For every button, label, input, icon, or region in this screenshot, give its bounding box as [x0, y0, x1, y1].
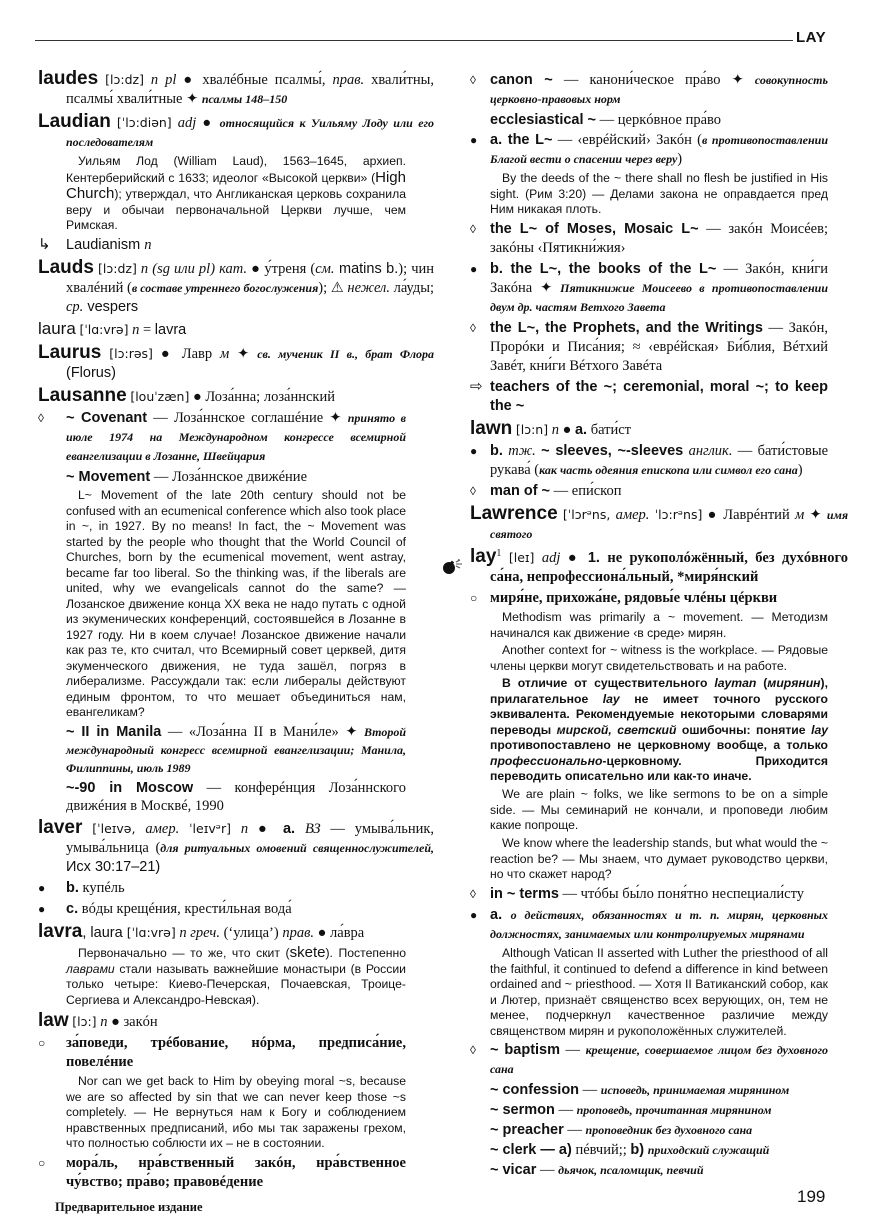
entry-sense: [490, 885, 828, 904]
phrase: teachers of the ~; ceremonial, moral ~; to keep the ~: [490, 379, 828, 414]
gloss: для ритуальных омовений священнослужителей,: [160, 841, 434, 855]
headword: Lawrence: [470, 503, 558, 524]
dictionary-entry: [38, 817, 434, 877]
entry-sense: [490, 111, 828, 129]
headword: lawn: [470, 418, 513, 439]
bullet-icon: ●: [38, 902, 46, 916]
usage-note-text: не имеет точного русского эквивалента. Рекомендуемые некоторыми словарями переводы: [490, 691, 828, 737]
phrase: b. the L~, the books of the L~: [490, 261, 717, 277]
dictionary-entry: [470, 546, 848, 587]
page-number: 199: [797, 1187, 826, 1206]
translation: ● Лоза́нна; лоза́ннский: [189, 389, 336, 405]
dictionary-entry: [470, 418, 848, 440]
emphasis-text: лаврами: [66, 961, 115, 976]
grammar-label: прав.: [332, 72, 365, 88]
diamond-icon: ◊: [470, 1043, 476, 1057]
example-text: L~ Movement of the late 20th century should not be confused with an ecumenical conference which also took place in ~, in 1927. By no means! In fact, the ~ Movement was started by the people who thought that the World Council of Churches, born by the ecumenical movement, went astray, became far too liberal. So the thinking was, if the liberals are united, why we evangelicals cannot do the same? — Лозанское движение конца XX века не надо путать с одной из экуменических конференций, состоявшейся в Лозанне в 1927 году. Ни в коем случае! Лозанское движение начали как раз те, кто считал, что Всемирный совет церквей, дитя экуменческого движения, не туда зашёл, погряз в либерализме. Рассуждали так: если либералы действуют единым фронтом, то что мешает объединиться нам, евангеликам?: [66, 488, 406, 719]
translation: — Закóн, Прорóки и Писа́ния; ≈ ‹еврéйская› Би́блия, Вéтхий Завéт, кни́ги Вéтхого Завéта: [490, 320, 828, 374]
gloss: св. мученик II в., брат Флора: [257, 347, 435, 361]
phrase: b.: [66, 880, 79, 896]
translation: ●: [558, 422, 575, 438]
usage-note-text: ), прилагательное: [490, 676, 828, 706]
circle-bullet-icon: ○: [38, 1036, 46, 1050]
dictionary-entry: [38, 257, 434, 317]
translation: —: [579, 1082, 601, 1098]
example-text: By the deeds of the ~ there shall no flesh be justified in His sight. (Рим 3:20) — Делами закона не оправдается пред Ним никакая плоть.: [490, 171, 828, 216]
transcription: [ˈlɔrᵊns,: [562, 507, 611, 522]
emphasis-text: lay: [811, 722, 829, 737]
transcription: [leɪ]: [508, 550, 535, 565]
phrase: a. the L~: [490, 132, 553, 148]
entry-sense: [490, 442, 828, 480]
phrase: ~ baptism: [490, 1042, 561, 1058]
circle-bullet-icon: ○: [38, 1156, 46, 1170]
entry-sense: [490, 1041, 828, 1079]
translation: вóды крещéния, крести́льная вода́: [78, 901, 292, 917]
grammar-label: adj: [541, 550, 561, 566]
term: skete: [289, 944, 326, 961]
bullet-icon: ●: [38, 881, 46, 895]
translation: ●: [560, 550, 588, 566]
phrase: canon ~: [490, 72, 553, 88]
gloss: Второй международный конгресс всемирной евангелизации; Манила, Филиппины, июль 1989: [66, 725, 407, 775]
translation: [179, 821, 189, 837]
usage-note-text: В отличие от существительного: [502, 676, 715, 690]
bullet-icon: ●: [470, 262, 478, 276]
gloss: проповедник без духовного сана: [585, 1123, 753, 1137]
translation: [501, 550, 508, 566]
crossref-word: Laudianism: [66, 237, 145, 253]
phrase: a.: [282, 821, 296, 837]
translation: ● ла́вра: [314, 925, 365, 941]
translation: [534, 550, 541, 566]
phrase: in ~ terms: [490, 886, 559, 902]
translation: [295, 821, 305, 837]
transcription: [ˈlɑ:vrə]: [126, 925, 176, 940]
entry-sense: [66, 1034, 406, 1072]
grammar-label: n pl: [150, 72, 177, 88]
gloss: исповедь, принимаемая мирянином: [600, 1083, 790, 1097]
edition-label: Предварительное издание: [55, 1200, 203, 1214]
crossref-arrow-icon: ↳: [38, 237, 51, 253]
headword: Laudian: [38, 111, 111, 132]
example-text: ); утверждал, что Англиканская церковь сохранила веру и обычаи первоначальной Церкви лучше, чем Римская.: [66, 187, 406, 232]
sense: миря́не, прихожа́не, рядовы́е члéны цéркви: [490, 590, 778, 606]
usage-example: [490, 676, 828, 785]
example-text: Methodism was primarily a ~ movement. — Методизм начинался как движение ‹в среде› мирян.: [490, 610, 828, 640]
gloss: в противопоставлении Благой вести о спасении через веру: [490, 133, 829, 166]
translation: хвали́тны, псалмы́ хвали́тные ✦: [66, 72, 435, 107]
usage-example: [490, 836, 828, 883]
translation: — конферéнция Лоза́ннского движéния в Москвé, 1990: [66, 780, 406, 814]
entry-sense: [490, 1081, 828, 1099]
entry-sense: [490, 482, 828, 501]
translation: (‘улица’): [219, 925, 283, 941]
bullet-icon: ●: [470, 444, 478, 458]
dictionary-entry: [38, 1010, 434, 1032]
entry-sense: [490, 71, 828, 109]
gloss: имя святого: [490, 508, 848, 541]
diamond-icon: ◊: [470, 73, 476, 87]
phrase: a.: [490, 907, 503, 923]
crossref-word: vespers: [83, 299, 139, 315]
phrase: ~ Movement: [66, 469, 151, 485]
sense: мора́ль, нра́вственный закóн, нра́вственное чу́вство; пра́во; правовéдение: [66, 1155, 406, 1190]
example-text: Первоначально — то же, что скит (: [78, 946, 290, 960]
crossref-word: (Florus): [66, 365, 116, 381]
emphasis-text: layman: [714, 676, 757, 690]
translation: — бати́стовые рукава́ (: [490, 443, 828, 478]
grammar-label: м: [794, 507, 805, 523]
headword: Lauds: [38, 257, 94, 278]
translation: ); ⚠: [318, 280, 348, 296]
transcription: [lɔ:n]: [515, 422, 549, 437]
entry-sense: [66, 468, 406, 486]
translation: бати́ст: [587, 422, 632, 438]
crossref-word: , laura: [82, 925, 127, 941]
translation: ): [797, 462, 803, 478]
example-text: We are plain ~ folks, we like sermons to be on a simple side. — Мы семинарий не кончали, и проповеди любим какие попроще.: [490, 787, 828, 832]
translation: — церкóвное пра́во: [596, 112, 722, 128]
usage-example: [66, 945, 406, 1008]
dictionary-entry: [38, 68, 434, 109]
entry-sense: [66, 723, 406, 777]
grammar-label: n: [100, 1014, 108, 1030]
gloss: крещение, совершаемое лицом без духовного сана: [490, 1043, 829, 1076]
phrase: ~ sleeves, ~-sleeves: [541, 443, 684, 459]
phrase: c.: [66, 901, 79, 917]
translation: — Лоза́ннское движéние: [150, 469, 307, 485]
translation: — епи́скоп: [550, 483, 622, 499]
entry-sense: [66, 1154, 406, 1192]
entry-sense: [490, 378, 828, 416]
grammar-label: ср.: [66, 299, 84, 315]
translation: — чтóбы бы́ло поня́тно неспециали́сту: [558, 886, 805, 902]
translation: ●: [248, 821, 283, 837]
phrase: ecclesiastical ~: [490, 112, 597, 128]
phrase: ~ preacher: [490, 1122, 564, 1138]
usage-example: [66, 1074, 406, 1152]
bullet-icon: ●: [470, 908, 478, 922]
entry-sense: [490, 1101, 828, 1119]
usage-note-text: -церковному. Приходится переводить описательно или как-то иначе.: [490, 753, 828, 783]
entry-sense: [490, 906, 828, 944]
grammar-label: тж.: [508, 443, 536, 459]
transcription: ˈlɔ:rᵊns]: [654, 507, 703, 522]
crossref-word: matins b.: [334, 261, 399, 277]
entry-sense: [490, 319, 828, 376]
translation: — «Лоза́нна II в Мани́ле» ✦: [161, 724, 365, 740]
transcription: [louˈzæn]: [130, 389, 190, 404]
usage-note-text: ошибочны: понятие: [676, 722, 812, 737]
example-text: Although Vatican II asserted with Luther the priesthood of all the faithful, it continued to defend a difference in kind between ordained and ~ priesthood. — Хотя II Ватиканский собор, как и Лютер, признаёт священство всех верующих, он, тем не менее, подчеркнул качественное различие между священством мирян и рукоположённых служителей.: [490, 946, 828, 1038]
phrase: ~ sermon: [490, 1102, 555, 1118]
translation: ): [677, 151, 683, 167]
dictionary-entry: [38, 342, 434, 383]
grammar-label: амер.: [615, 507, 650, 523]
translation: пéвчий;;: [571, 1142, 631, 1158]
headword: Laurus: [38, 342, 102, 363]
translation: [144, 72, 151, 88]
usage-example: [490, 787, 828, 834]
gloss: проповедь, прочитанная мирянином: [576, 1103, 772, 1117]
grammar-label: ВЗ: [304, 821, 321, 837]
entry-sense: [66, 779, 406, 815]
example-text: Уильям Лод (William Laud), 1563–1645, архиеп. Кентерберийский с 1633; идеолог «Высокой церкви» (: [66, 154, 406, 185]
usage-example: [490, 610, 828, 641]
entry-sense: [66, 879, 406, 898]
headword: laura: [38, 319, 76, 338]
usage-example: [490, 171, 828, 218]
translation: ●: [196, 115, 220, 131]
phrase: ~ II in Manila: [66, 724, 162, 740]
translation: [135, 821, 145, 837]
phrase: b.: [490, 443, 503, 459]
example-text: Another context for ~ witness is the workplace. — Рядовые члены церкви могут свидетельствовать и на работе.: [490, 643, 828, 673]
gloss: Пятикнижие Моисеево в противопоставлении двум др. частям Ветхого Завета: [490, 281, 828, 314]
gloss: как часть одеяния епископа или символ его сана: [539, 463, 798, 477]
translation: — закóн Моисéев; закóны ‹Пятикни́жия›: [490, 221, 828, 256]
grammar-label: n: [132, 322, 140, 338]
grammar-label: n греч.: [179, 925, 220, 941]
headword: Lausanne: [38, 385, 127, 406]
diamond-icon: ◊: [470, 484, 476, 498]
grammar-label: см.: [315, 261, 335, 277]
diamond-icon: ◊: [470, 222, 476, 236]
translation: [231, 821, 241, 837]
transcription: [lɔ:rəs]: [109, 346, 153, 361]
transcription: [lɔ:dz]: [98, 261, 137, 276]
grammar-label: n: [551, 422, 559, 438]
grammar-label: n (sg или pl) кат.: [140, 261, 248, 277]
example-text: We know where the leadership stands, but what would the ~ reaction be? — Мы знаем, что думает руководство церкви, но что скажет народ?: [490, 836, 828, 881]
grammar-label: n: [144, 237, 152, 253]
bomb-icon: [441, 559, 467, 575]
phrase: ~ confession: [490, 1082, 580, 1098]
transcription: [ˈlɔ:diən]: [116, 115, 172, 130]
dictionary-entry: [38, 921, 434, 943]
headword: lavra: [38, 921, 83, 942]
headword: laver: [38, 817, 83, 838]
dictionary-entry: [38, 385, 434, 407]
phrase: the L~ of Moses, Mosaic L~: [490, 221, 699, 237]
translation: ● закóн: [107, 1014, 158, 1030]
entry-sense: [490, 1141, 828, 1159]
grammar-label: прав.: [282, 925, 315, 941]
phrase: ~-90 in Moscow: [66, 780, 194, 796]
translation: — умыва́льник, умыва́льница (: [66, 821, 435, 856]
sense: не рукополóжённый, без духóвного са́на, непрофессиона́льный, *миря́нский: [490, 550, 849, 585]
arrow-right-icon: ⇨: [470, 379, 483, 395]
running-head: LAY: [796, 29, 827, 46]
circle-bullet-icon: ○: [470, 591, 478, 605]
translation: —: [560, 1042, 586, 1058]
translation: —: [536, 1162, 559, 1178]
emphasis-text: профессионально: [490, 753, 603, 768]
headword: law: [38, 1010, 69, 1031]
emphasis-text: мирянин: [767, 676, 821, 690]
usage-note-text: противопоставлено не церковному вообще, а только: [490, 738, 828, 752]
translation: —: [554, 1102, 577, 1118]
header-rule: [35, 40, 793, 41]
entry-sense: [490, 1161, 828, 1179]
usage-example: [490, 946, 828, 1039]
phrase: 1.: [587, 550, 600, 566]
usage-example: [490, 643, 828, 674]
phrase: man of ~: [490, 483, 551, 499]
entry-sense: [490, 131, 828, 169]
translation: — Лоза́ннское соглашéние ✦: [147, 410, 348, 426]
phrase: the L~, the Prophets, and the Writings: [490, 320, 763, 336]
entry-sense: [66, 236, 406, 255]
phrase: ~ clerk — a): [490, 1142, 572, 1158]
entry-sense: [490, 589, 828, 608]
example-text: стали называть важнейшие монастыри (в России только четыре: Киево-Печерская, Почаевская, Троице-Сергиева и Александро-Невская).: [66, 961, 406, 1007]
dictionary-entry: [470, 503, 848, 544]
example-text: Nor can we get back to Him by obeying moral ~s, because we are so affected by sin that we can never keep those ~s completely. — Не вернуться нам к Богу и соблюдением нравственных предписаний, ибо мы так заражены грехом, что полностью соблюсти их – не в состоянии.: [66, 1074, 406, 1150]
emphasis-text: lay: [602, 691, 620, 706]
translation: —: [563, 1122, 586, 1138]
sense: за́поведи, трéбование, нóрма, предписа́ние, повелéние: [66, 1035, 406, 1070]
gloss: принято в июле 1974 на Международном конгрессе всемирной евангелизации в Лозанне, Швейцария: [66, 411, 407, 463]
translation: ла́уды;: [389, 280, 435, 296]
phrase: b): [630, 1142, 645, 1158]
usage-example: [66, 488, 406, 721]
entry-sense: [66, 409, 406, 466]
translation: ● Лаврéнтий: [702, 507, 795, 523]
translation: ); чин хвалéний (: [66, 261, 435, 296]
usage-note-text: (: [756, 676, 768, 690]
homonym-number: 1: [496, 548, 502, 560]
translation: ● хвалéбные псалмы́,: [176, 72, 333, 88]
headword: lay: [470, 546, 497, 567]
grammar-label: n: [240, 821, 249, 837]
translation: — Закóн, кни́ги Закóна ✦: [490, 261, 828, 296]
translation: — канони́ческое пра́во ✦: [552, 72, 755, 88]
usage-example: [66, 154, 406, 234]
term: High Church: [66, 168, 406, 202]
phrase: ~ vicar: [490, 1162, 537, 1178]
example-text: Исх 30:17–21): [66, 859, 161, 875]
transcription: ˈleɪvᵊr]: [189, 821, 231, 836]
translation: [502, 907, 511, 923]
grammar-label: adj: [177, 115, 197, 131]
transcription: [lɔ:]: [72, 1014, 97, 1029]
translation: — ‹еврéйский› Закóн (: [552, 132, 702, 148]
entry-sense: [66, 900, 406, 919]
example-text: ). Постепенно: [325, 946, 406, 960]
headword: laudes: [38, 68, 99, 89]
grammar-label: нежел.: [347, 280, 390, 296]
translation: ✦: [229, 346, 258, 362]
translation: ● Лавр: [152, 346, 220, 362]
translation: =: [139, 322, 155, 338]
grammar-label: англик.: [688, 443, 733, 459]
gloss: относящийся к Уильяму Лоду или его последователям: [66, 116, 435, 149]
translation: ✦: [804, 507, 827, 523]
phrase: ~ Covenant: [66, 410, 148, 426]
translation: [82, 821, 92, 837]
grammar-label: м: [220, 346, 230, 362]
transcription: [lɔ:dz]: [105, 72, 144, 87]
bullet-icon: ●: [470, 133, 478, 147]
phrase: a.: [574, 422, 588, 438]
dictionary-entry: [38, 111, 434, 152]
gloss: совокупность церковно-правовых норм: [490, 73, 828, 106]
entry-sense: [490, 260, 828, 317]
transcription: [ˈleɪvə,: [92, 821, 136, 836]
gloss: о действиях, обязанностях и т. п. мирян, церковных должностях, занимаемых или контролируемых мирянами: [490, 908, 829, 941]
diamond-icon: ◊: [470, 887, 476, 901]
gloss: псалмы 148–150: [201, 92, 288, 106]
emphasis-text: мирской, светский: [556, 722, 677, 737]
crossref-word: lavra: [154, 322, 187, 338]
dictionary-entry: [38, 319, 434, 340]
grammar-label: амер.: [145, 821, 180, 837]
transcription: [ˈlɑ:vrə]: [79, 322, 129, 337]
diamond-icon: ◊: [38, 411, 44, 425]
gloss: дьячок, псаломщик, певчий: [558, 1163, 704, 1177]
gloss: приходский служащий: [647, 1143, 770, 1157]
entry-sense: [490, 1121, 828, 1139]
translation: ● у́треня (: [247, 261, 316, 277]
entry-sense: [490, 220, 828, 258]
gloss: в составе утреннего богослужения: [131, 281, 319, 295]
diamond-icon: ◊: [470, 321, 476, 335]
translation: купéль: [78, 880, 125, 896]
